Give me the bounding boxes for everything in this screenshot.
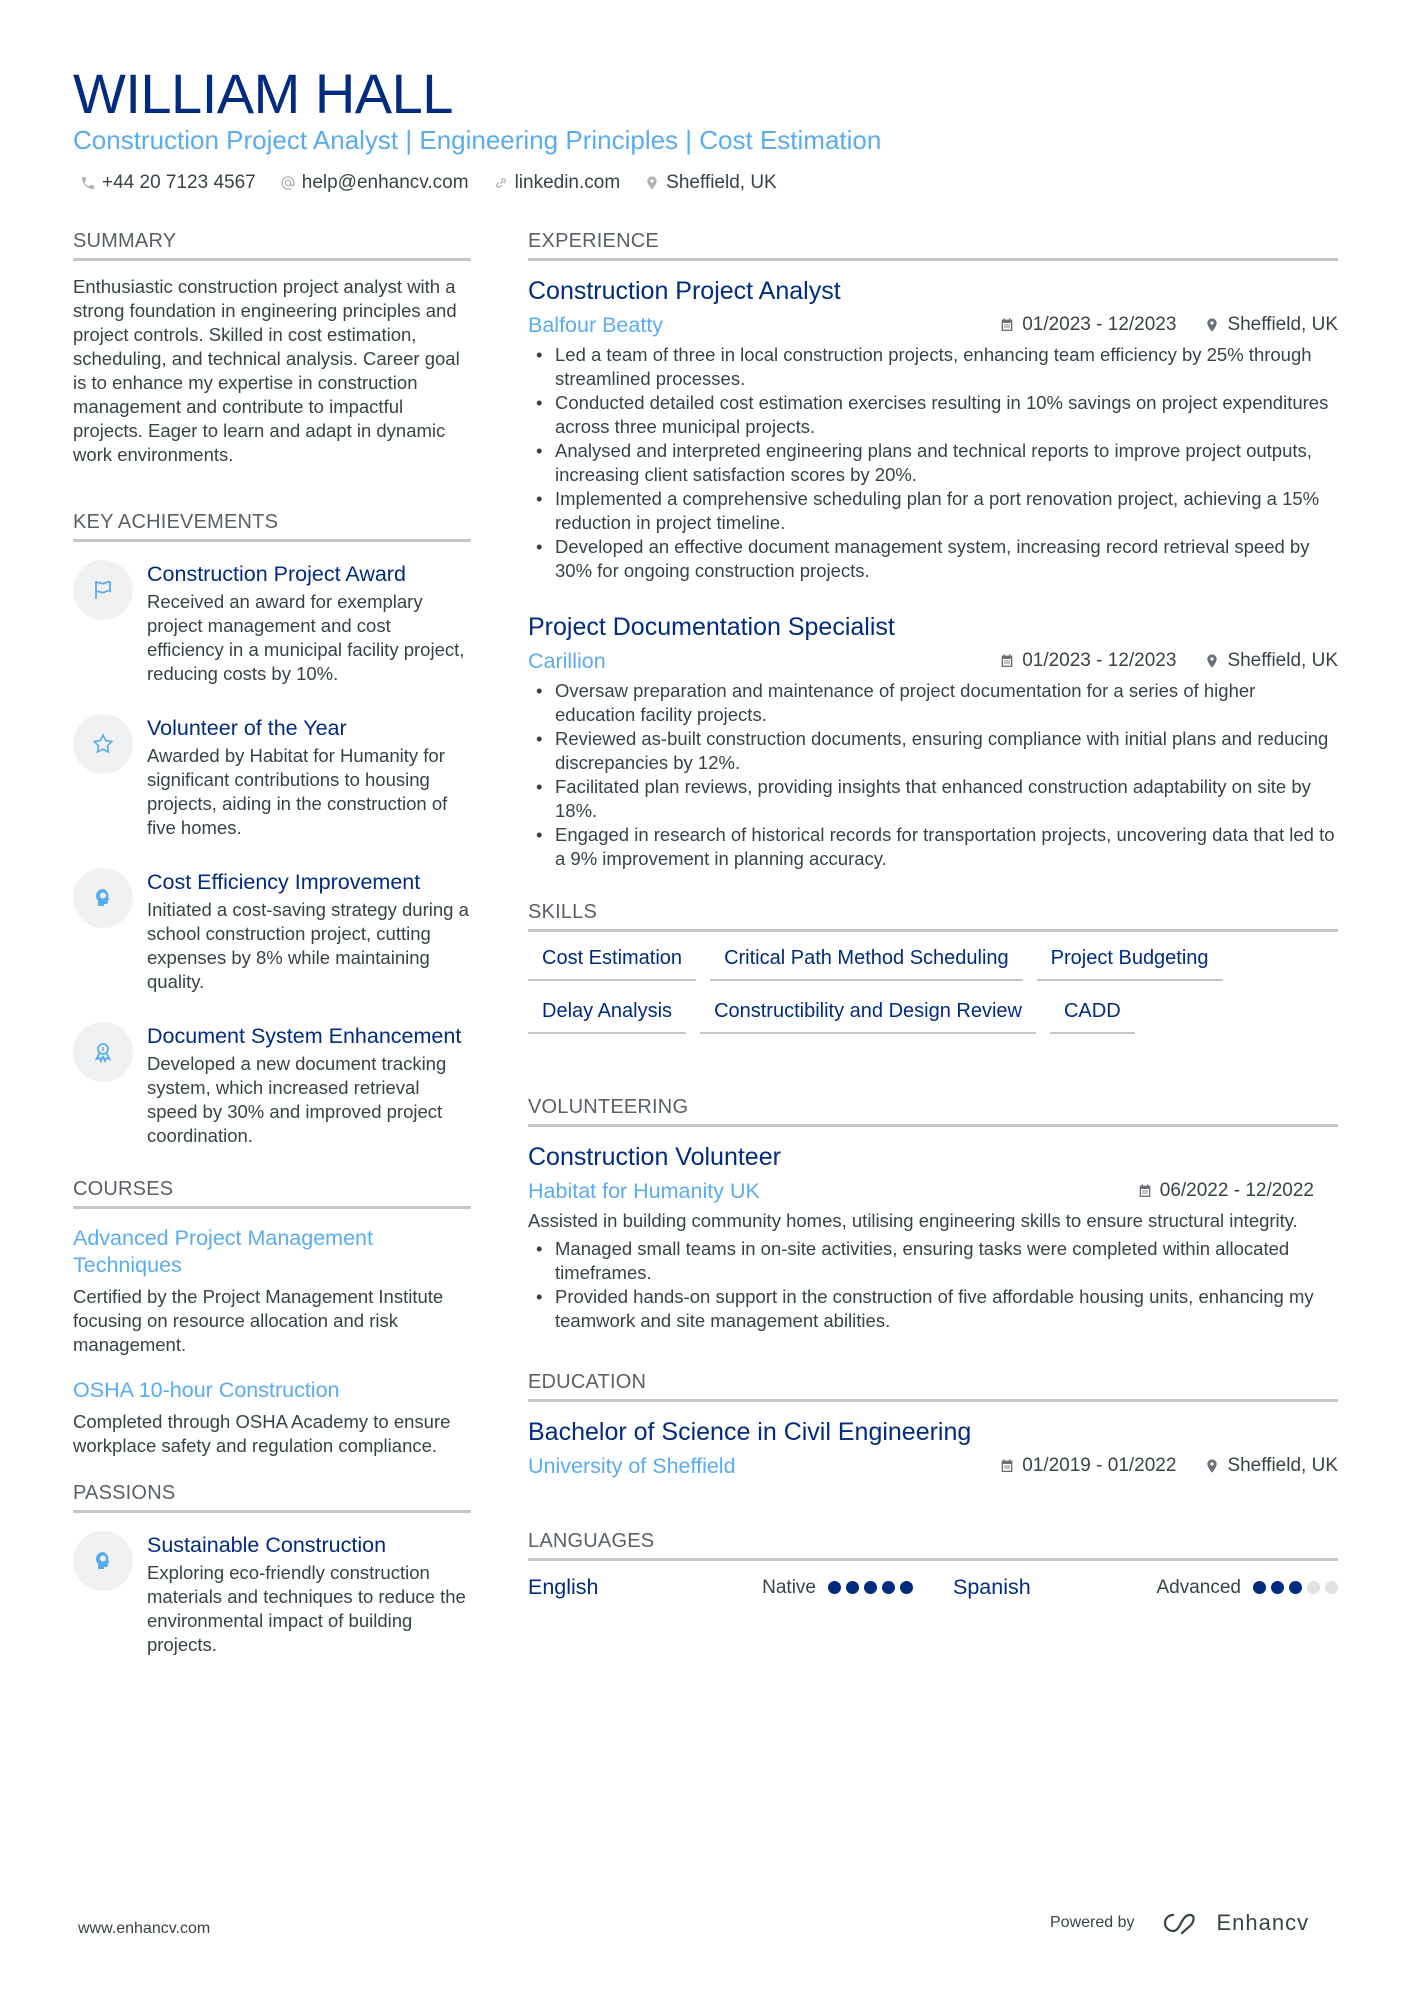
language-name: Spanish	[953, 1575, 1031, 1599]
achievement-text: Received an award for exemplary project management and cost efficiency in a municipal facility project, reducing costs by 10%.	[147, 591, 465, 684]
company-name: Carillion	[528, 649, 606, 673]
company-name: Balfour Beatty	[528, 313, 664, 337]
bullet-item: • Analysed and interpreted engineering plans and technical reports to improve project outputs, increasing client satisfaction scores by 20%.	[528, 439, 1338, 487]
dot-empty-icon	[1325, 1581, 1338, 1594]
dot-filled-icon	[846, 1581, 859, 1594]
volunteer-bullets	[528, 1237, 1338, 1333]
dot-filled-icon	[828, 1581, 841, 1594]
language-item	[528, 1575, 913, 1600]
bullet-item: • Implemented a comprehensive scheduling plan for a port renovation project, achieving a 15% reduction in project timeline.	[528, 487, 1338, 535]
calendar-icon	[999, 1458, 1015, 1474]
education-location: Sheffield, UK	[1227, 1455, 1338, 1476]
education-heading: EDUCATION	[528, 1369, 1338, 1402]
dot-filled-icon	[1253, 1581, 1266, 1594]
experience-heading: EXPERIENCE	[528, 228, 1338, 261]
bullet-item: • Developed an effective document management system, increasing record retrieval speed by 30% for ongoing construction projects.	[528, 535, 1338, 583]
job-dates: 01/2023 - 12/2023	[1022, 650, 1177, 671]
passion-item	[73, 1531, 471, 1657]
languages-list	[528, 1575, 1338, 1600]
skills-section	[528, 899, 1338, 1034]
education-section	[528, 1369, 1338, 1480]
email-text[interactable]: help@enhancv.com	[301, 172, 469, 193]
summary-heading: SUMMARY	[73, 228, 471, 261]
candidate-name: WILLIAM HALL	[73, 62, 453, 125]
course-item	[73, 1225, 471, 1357]
language-level: Advanced	[1156, 1576, 1241, 1598]
flag-icon	[91, 578, 115, 602]
brand-name: Enhancv	[1216, 1910, 1310, 1935]
achievement-item	[73, 1022, 471, 1148]
link-icon	[493, 175, 509, 191]
education-dates: 01/2019 - 01/2022	[1022, 1455, 1177, 1476]
bullet-item: • Provided hands-on support in the construction of five affordable housing units, enhancing my teamwork and site management abilities.	[528, 1285, 1338, 1333]
courses-section	[73, 1176, 471, 1458]
achievement-title: Construction Project Award	[147, 562, 406, 586]
location-icon	[1204, 317, 1220, 333]
calendar-icon	[999, 317, 1015, 333]
left-column	[73, 228, 471, 1685]
experience-item	[528, 275, 1338, 583]
dot-filled-icon	[1289, 1581, 1302, 1594]
language-level: Native	[762, 1576, 816, 1598]
bullet-item: • Oversaw preparation and maintenance of project documentation for a series of higher education facility projects.	[528, 679, 1338, 727]
contact-email[interactable]	[280, 170, 469, 196]
summary-text: Enthusiastic construction project analyst with a strong foundation in engineering principles and project controls. Skilled in cost estimation, scheduling, and technical analysis. Career goal is to enhance my expertise in construction management and contribute to impactful projects. Eager to learn and adapt in dynamic work environments.	[73, 276, 460, 465]
languages-section	[528, 1528, 1338, 1600]
bullet-item: • Managed small teams in on-site activities, ensuring tasks were completed within allocated timeframes.	[528, 1237, 1338, 1285]
job-location: Sheffield, UK	[1227, 314, 1338, 335]
skill-tag: CADD	[1050, 997, 1135, 1034]
course-title: OSHA 10-hour Construction	[73, 1378, 340, 1402]
contact-phone	[80, 170, 256, 196]
enhancv-logo-icon	[1157, 1910, 1203, 1936]
achievement-item	[73, 560, 471, 686]
experience-item	[528, 611, 1338, 871]
bullet-item: • Conducted detailed cost estimation exercises resulting in 10% savings on project expenditures across three municipal projects.	[528, 391, 1338, 439]
powered-by-label: Powered by	[1050, 1914, 1135, 1931]
bullet-item: • Led a team of three in local construction projects, enhancing team efficiency by 25% through streamlined processes.	[528, 343, 1338, 391]
job-location: Sheffield, UK	[1227, 650, 1338, 671]
dot-empty-icon	[1307, 1581, 1320, 1594]
volunteering-heading: VOLUNTEERING	[528, 1094, 1338, 1127]
volunteer-org: Habitat for Humanity UK	[528, 1179, 760, 1203]
phone-text: +44 20 7123 4567	[102, 172, 256, 193]
dot-filled-icon	[900, 1581, 913, 1594]
volunteer-title: Construction Volunteer	[528, 1143, 781, 1171]
achievement-title: Volunteer of the Year	[147, 716, 347, 740]
head-bulb-icon	[91, 1549, 115, 1573]
star-icon	[91, 732, 115, 756]
job-dates: 01/2023 - 12/2023	[1022, 314, 1177, 335]
skills-heading: SKILLS	[528, 899, 1338, 932]
job-title: Project Documentation Specialist	[528, 613, 895, 641]
footer-branding	[1050, 1910, 1309, 1936]
achievement-text: Awarded by Habitat for Humanity for significant contributions to housing projects, aiding in the construction of five homes.	[147, 745, 448, 838]
passion-title: Sustainable Construction	[147, 1533, 387, 1557]
job-title: Construction Project Analyst	[528, 277, 841, 305]
achievement-title: Document System Enhancement	[147, 1024, 462, 1048]
skill-tag: Project Budgeting	[1037, 944, 1223, 981]
achievement-text: Initiated a cost-saving strategy during a school construction project, cutting expenses by 8% while maintaining quality.	[147, 899, 469, 992]
headline: Construction Project Analyst | Engineering Principles | Cost Estimation	[73, 125, 882, 155]
passions-heading: PASSIONS	[73, 1480, 471, 1513]
bullet-item: • Engaged in research of historical records for transportation projects, uncovering data that led to a 9% improvement in planning accuracy.	[528, 823, 1338, 871]
language-item	[953, 1575, 1338, 1600]
summary-section	[73, 228, 471, 467]
achievement-item	[73, 714, 471, 840]
achievements-section	[73, 509, 471, 1148]
skill-tag: Critical Path Method Scheduling	[710, 944, 1023, 981]
volunteer-dates: 06/2022 - 12/2022	[1159, 1180, 1314, 1201]
passion-text: Exploring eco-friendly construction materials and techniques to reduce the environmental impact of building projects.	[147, 1562, 466, 1655]
right-column	[528, 228, 1338, 1600]
course-text: Certified by the Project Management Institute focusing on resource allocation and risk management.	[73, 1286, 444, 1355]
at-icon	[280, 175, 296, 191]
contact-location	[644, 170, 777, 196]
volunteering-section	[528, 1094, 1338, 1333]
experience-section	[528, 228, 1338, 871]
school-name: University of Sheffield	[528, 1454, 736, 1478]
proficiency-dots	[1253, 1581, 1338, 1594]
volunteer-description: Assisted in building community homes, utilising engineering skills to ensure structural integrity.	[528, 1210, 1298, 1231]
contact-linkedin[interactable]	[493, 170, 621, 196]
skill-tag: Constructibility and Design Review	[700, 997, 1036, 1034]
calendar-icon	[1137, 1183, 1153, 1199]
brand-logo[interactable]	[1157, 1910, 1310, 1936]
location-icon	[644, 175, 660, 191]
location-icon	[1204, 1458, 1220, 1474]
head-bulb-icon	[91, 886, 115, 910]
achievements-heading: KEY ACHIEVEMENTS	[73, 509, 471, 542]
phone-icon	[80, 175, 96, 191]
achievement-item	[73, 868, 471, 994]
course-text: Completed through OSHA Academy to ensure workplace safety and regulation compliance.	[73, 1411, 451, 1456]
languages-heading: LANGUAGES	[528, 1528, 1338, 1561]
achievement-title: Cost Efficiency Improvement	[147, 870, 421, 894]
course-title: Advanced Project Management Techniques	[73, 1226, 373, 1277]
dot-filled-icon	[1271, 1581, 1284, 1594]
job-bullets	[528, 343, 1338, 583]
skill-tag: Cost Estimation	[528, 944, 696, 981]
achievement-text: Developed a new document tracking system, which increased retrieval speed by 30% and improved project coordination.	[147, 1053, 447, 1146]
bullet-item: • Facilitated plan reviews, providing insights that enhanced construction adaptability on site by 18%.	[528, 775, 1338, 823]
dot-filled-icon	[882, 1581, 895, 1594]
skill-tag: Delay Analysis	[528, 997, 686, 1034]
proficiency-dots	[828, 1581, 913, 1594]
dot-filled-icon	[864, 1581, 877, 1594]
linkedin-text[interactable]: linkedin.com	[514, 172, 621, 193]
language-name: English	[528, 1575, 599, 1599]
passions-section	[73, 1480, 471, 1657]
courses-heading: COURSES	[73, 1176, 471, 1209]
calendar-icon	[999, 653, 1015, 669]
bullet-item: • Reviewed as-built construction documents, ensuring compliance with initial plans and reducing discrepancies by 12%.	[528, 727, 1338, 775]
job-bullets	[528, 679, 1338, 871]
skills-list	[528, 944, 1338, 1034]
contact-bar	[80, 170, 777, 196]
location-icon	[1204, 653, 1220, 669]
course-item	[73, 1377, 471, 1458]
footer-website[interactable]: www.enhancv.com	[78, 1920, 211, 1937]
medal-icon	[91, 1040, 115, 1064]
location-text: Sheffield, UK	[666, 172, 777, 193]
degree-title: Bachelor of Science in Civil Engineering	[528, 1418, 972, 1446]
